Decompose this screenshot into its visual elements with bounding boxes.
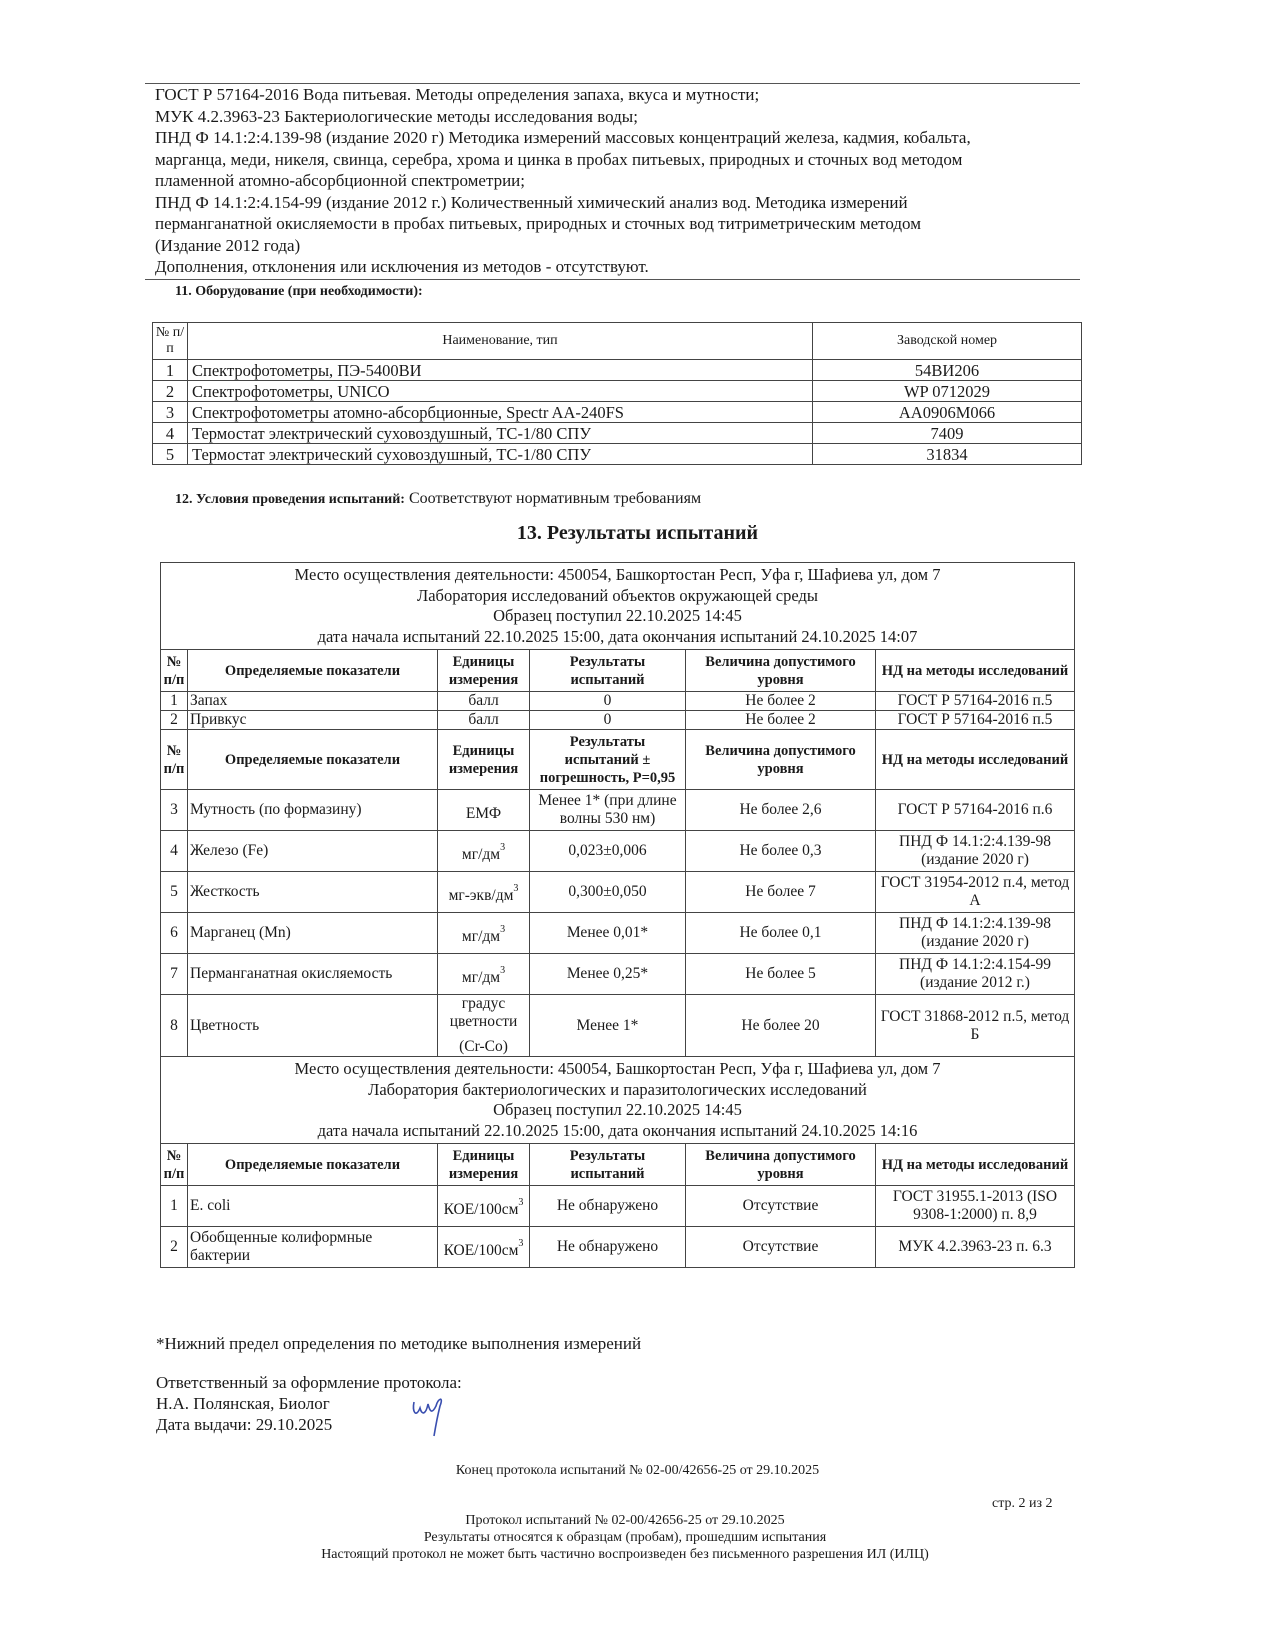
header-method: НД на методы исследований	[876, 650, 1075, 692]
table-row	[161, 711, 1075, 730]
cell-unit	[438, 1186, 530, 1227]
cell-num: 1	[153, 360, 188, 381]
table-row	[161, 831, 1075, 872]
cell-limit: Отсутствие	[686, 1227, 876, 1268]
header-num: № п/п	[161, 1144, 188, 1186]
cell-method: ПНД Ф 14.1:2:4.154-99 (издание 2012 г.)	[876, 954, 1075, 995]
cell-unit	[438, 831, 530, 872]
header-name: Наименование, тип	[188, 323, 813, 360]
cell-num: 4	[153, 423, 188, 444]
cell-limit: Не более 0,1	[686, 913, 876, 954]
page-number: стр. 2 из 2	[992, 1496, 1053, 1511]
header-method: НД на методы исследований	[876, 730, 1075, 790]
cell-unit: балл	[438, 711, 530, 730]
cell-limit: Не более 7	[686, 872, 876, 913]
cell-method: ПНД Ф 14.1:2:4.139-98 (издание 2020 г)	[876, 913, 1075, 954]
cell-serial: AA0906M066	[813, 402, 1082, 423]
cell-num: 1	[161, 692, 188, 711]
cell-result: 0,300±0,050	[530, 872, 686, 913]
conditions-value: Соответствуют нормативным требованиям	[408, 490, 702, 507]
responsible-label: Ответственный за оформление протокола:	[156, 1373, 462, 1392]
equipment-table	[152, 322, 1082, 465]
cell-param: Мутность (по формазину)	[188, 790, 438, 831]
header-result: Результаты испытаний	[530, 650, 686, 692]
footer-line: Настоящий протокол не может быть частично воспроизведен без письменного разрешения ИЛ (ИЛЦ)	[321, 1547, 929, 1562]
header-param: Определяемые показатели	[188, 730, 438, 790]
header-num: № п/п	[161, 650, 188, 692]
equipment-title: 11. Оборудование (при необходимости):	[175, 284, 423, 299]
methods-line: МУК 4.2.3963-23 Бактериологические методы исследования воды;	[155, 106, 638, 126]
cell-name: Спектрофотометры, ПЭ-5400ВИ	[188, 360, 813, 381]
methods-line: марганца, меди, никеля, свинца, серебра, хрома и цинка в пробах питьевых, природных и сточных вод методом	[155, 149, 963, 169]
header-serial: Заводской номер	[813, 323, 1082, 360]
cell-num: 3	[161, 790, 188, 831]
table-row	[161, 1186, 1075, 1227]
cell-param: Марганец (Mn)	[188, 913, 438, 954]
cell-result: 0,023±0,006	[530, 831, 686, 872]
unit-text: ЕМФ	[465, 804, 502, 822]
unit-text: КОЕ/100см	[443, 1241, 519, 1259]
mid-rule	[145, 279, 1080, 280]
signature-icon	[410, 1390, 450, 1440]
table-row	[153, 444, 1082, 465]
table-row	[161, 872, 1075, 913]
cell-serial: 54ВИ206	[813, 360, 1082, 381]
cell-num: 8	[161, 995, 188, 1057]
unit-text: КОЕ/100см	[443, 1200, 519, 1218]
header-result: Результаты испытаний	[530, 1144, 686, 1186]
cell-num: 5	[153, 444, 188, 465]
cell-num: 2	[161, 711, 188, 730]
cell-method: ГОСТ Р 57164-2016 п.5	[876, 692, 1075, 711]
cell-result: Менее 1*	[530, 995, 686, 1057]
cell-result: Менее 0,25*	[530, 954, 686, 995]
methods-line: ПНД Ф 14.1:2:4.154-99 (издание 2012 г.) Количественный химический анализ вод. Методика измерений	[155, 192, 908, 212]
cell-num: 2	[153, 381, 188, 402]
cell-param: Обобщенные колиформные бактерии	[188, 1227, 438, 1268]
cell-num: 7	[161, 954, 188, 995]
unit-sup: 3	[518, 1196, 524, 1208]
cell-name: Спектрофотометры атомно-абсорбционные, Spectr AA-240FS	[188, 402, 813, 423]
cell-method: ГОСТ Р 57164-2016 п.5	[876, 711, 1075, 730]
responsible-person: Н.А. Полянская, Биолог	[156, 1394, 330, 1413]
block2-dates: дата начала испытаний 22.10.2025 15:00, дата окончания испытаний 24.10.2025 14:16	[317, 1120, 918, 1140]
table-row	[153, 360, 1082, 381]
footer-line: Результаты относятся к образцам (пробам), прошедшим испытания	[423, 1530, 827, 1545]
cell-method: ГОСТ 31868-2012 п.5, метод Б	[876, 995, 1075, 1057]
cell-result: 0	[530, 692, 686, 711]
table-row	[161, 790, 1075, 831]
table-row	[161, 1227, 1075, 1268]
header-limit: Величина допустимого уровня	[686, 650, 876, 692]
methods-line: пламенной атомно-абсорбционной спектрометрии;	[155, 171, 525, 190]
cell-unit	[438, 872, 530, 913]
cell-num: 3	[153, 402, 188, 423]
conditions-label: 12. Условия проведения испытаний:	[175, 492, 405, 507]
header-limit: Величина допустимого уровня	[686, 1144, 876, 1186]
cell-limit: Не более 20	[686, 995, 876, 1057]
table-row	[161, 913, 1075, 954]
methods-line: перманганатной окисляемости в пробах питьевых, природных и сточных вод титриметрическим методом	[155, 214, 921, 233]
footer	[0, 1512, 1250, 1563]
table-header-row	[161, 1144, 1075, 1186]
table-header-row	[161, 650, 1075, 692]
cell-method: МУК 4.2.3963-23 п. 6.3	[876, 1227, 1075, 1268]
cell-serial: 7409	[813, 423, 1082, 444]
cell-num: 1	[161, 1186, 188, 1227]
table-row	[161, 995, 1075, 1057]
cell-unit	[438, 790, 530, 831]
cell-limit: Не более 2,6	[686, 790, 876, 831]
table-row	[161, 692, 1075, 711]
header-num: № п/п	[153, 323, 188, 360]
cell-param: Запах	[188, 692, 438, 711]
cell-param: Жесткость	[188, 872, 438, 913]
cell-param: Перманганатная окисляемость	[188, 954, 438, 995]
cell-num: 6	[161, 913, 188, 954]
block1-info	[161, 563, 1075, 650]
unit-text: мг/дм	[461, 927, 501, 945]
cell-limit: Не более 5	[686, 954, 876, 995]
block2-place: Место осуществления деятельности: 450054, Башкортостан Респ, Уфа г, Шафиева ул, дом 7	[294, 1059, 941, 1078]
cell-result: 0	[530, 711, 686, 730]
cell-param: Железо (Fe)	[188, 831, 438, 872]
unit-text: мг-экв/дм	[448, 886, 514, 904]
cell-result: Не обнаружено	[530, 1227, 686, 1268]
unit-sup: 3	[500, 841, 506, 853]
cell-param: E. coli	[188, 1186, 438, 1227]
block2-lab: Лаборатория бактериологических и паразитологических исследований	[368, 1079, 867, 1099]
cell-name: Термостат электрический суховоздушный, ТС-1/80 СПУ	[188, 444, 813, 465]
unit-sup: 3	[518, 1237, 524, 1249]
header-param: Определяемые показатели	[188, 650, 438, 692]
header-num: № п/п	[161, 730, 188, 790]
unit-text: градус цветности (Cr-Co)	[449, 995, 518, 1055]
methods-line: Дополнения, отклонения или исключения из методов - отсутствуют.	[155, 257, 649, 276]
results-table	[160, 562, 1075, 1268]
cell-param: Цветность	[188, 995, 438, 1057]
cell-unit: балл	[438, 692, 530, 711]
cell-limit: Не более 2	[686, 711, 876, 730]
table-row	[161, 954, 1075, 995]
cell-unit	[438, 995, 530, 1057]
conditions	[175, 490, 701, 508]
issue-date: Дата выдачи: 29.10.2025	[156, 1415, 333, 1434]
block1-received: Образец поступил 22.10.2025 14:45	[493, 606, 742, 625]
header-unit: Единицы измерения	[438, 650, 530, 692]
cell-result: Менее 1* (при длине волны 530 нм)	[530, 790, 686, 831]
methods-line: ГОСТ Р 57164-2016 Вода питьевая. Методы определения запаха, вкуса и мутности;	[155, 85, 760, 104]
header-method: НД на методы исследований	[876, 1144, 1075, 1186]
table-row	[153, 402, 1082, 423]
cell-serial: WP 0712029	[813, 381, 1082, 402]
block1-dates: дата начала испытаний 22.10.2025 15:00, дата окончания испытаний 24.10.2025 14:07	[317, 626, 918, 646]
methods-list	[155, 84, 1075, 278]
unit-text: мг/дм	[461, 968, 501, 986]
table-header-row	[161, 730, 1075, 790]
methods-line: (Издание 2012 года)	[155, 235, 301, 255]
table-header-row	[153, 323, 1082, 360]
cell-name: Термостат электрический суховоздушный, ТС-1/80 СПУ	[188, 423, 813, 444]
end-of-protocol: Конец протокола испытаний № 02-00/42656-25 от 29.10.2025	[455, 1463, 820, 1478]
results-title: 13. Результаты испытаний	[516, 522, 759, 544]
cell-num: 4	[161, 831, 188, 872]
table-row	[153, 423, 1082, 444]
header-limit: Величина допустимого уровня	[686, 730, 876, 790]
table-row	[153, 381, 1082, 402]
header-param: Определяемые показатели	[188, 1144, 438, 1186]
unit-sup: 3	[500, 923, 506, 935]
cell-limit: Не более 0,3	[686, 831, 876, 872]
cell-serial: 31834	[813, 444, 1082, 465]
cell-method: ГОСТ 31955.1-2013 (ISO 9308-1:2000) п. 8,9	[876, 1186, 1075, 1227]
cell-unit	[438, 954, 530, 995]
block2-info	[161, 1057, 1075, 1144]
footnote: *Нижний предел определения по методике выполнения измерений	[156, 1334, 642, 1353]
header-unit: Единицы измерения	[438, 1144, 530, 1186]
footer-line: Протокол испытаний № 02-00/42656-25 от 29.10.2025	[465, 1513, 785, 1528]
cell-name: Спектрофотометры, UNICO	[188, 381, 813, 402]
header-result: Результаты испытаний ± погрешность, Р=0,95	[530, 730, 686, 790]
block1-place: Место осуществления деятельности: 450054, Башкортостан Респ, Уфа г, Шафиева ул, дом 7	[294, 565, 941, 584]
methods-line: ПНД Ф 14.1:2:4.139-98 (издание 2020 г) Методика измерений массовых концентраций железа, кадмия, кобальта,	[155, 128, 971, 147]
cell-unit	[438, 1227, 530, 1268]
block1-lab: Лаборатория исследований объектов окружающей среды	[417, 585, 818, 605]
block2-received: Образец поступил 22.10.2025 14:45	[493, 1100, 742, 1119]
unit-sup: 3	[500, 964, 506, 976]
cell-method: ГОСТ Р 57164-2016 п.6	[876, 790, 1075, 831]
cell-num: 2	[161, 1227, 188, 1268]
cell-limit: Не более 2	[686, 692, 876, 711]
cell-result: Не обнаружено	[530, 1186, 686, 1227]
cell-limit: Отсутствие	[686, 1186, 876, 1227]
cell-num: 5	[161, 872, 188, 913]
unit-text: мг/дм	[461, 845, 501, 863]
cell-method: ГОСТ 31954-2012 п.4, метод А	[876, 872, 1075, 913]
unit-sup: 3	[513, 882, 519, 894]
cell-method: ПНД Ф 14.1:2:4.139-98 (издание 2020 г)	[876, 831, 1075, 872]
header-unit: Единицы измерения	[438, 730, 530, 790]
cell-unit	[438, 913, 530, 954]
cell-result: Менее 0,01*	[530, 913, 686, 954]
cell-param: Привкус	[188, 711, 438, 730]
